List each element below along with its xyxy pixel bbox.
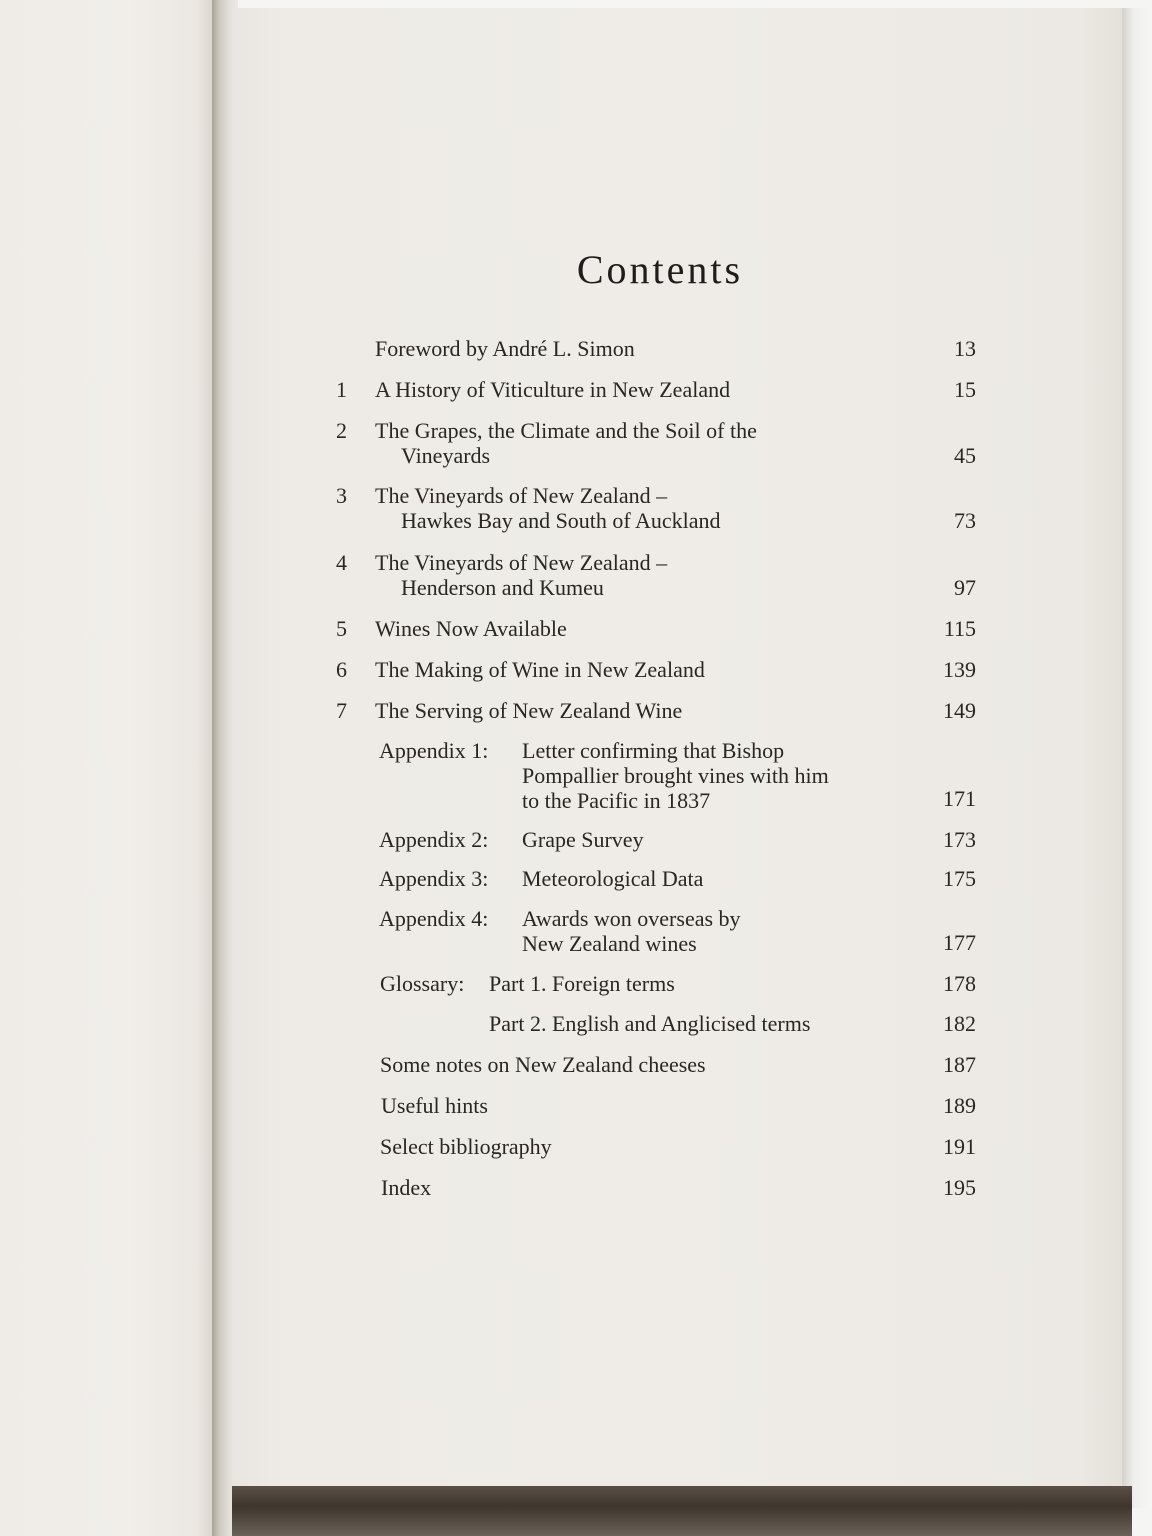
- page-number: 45: [954, 443, 976, 468]
- entry-title: Part 2. English and Anglicised terms: [489, 1011, 811, 1036]
- entry-title: The Serving of New Zealand Wine: [375, 698, 683, 723]
- entry-title: Part 1. Foreign terms: [489, 971, 675, 996]
- chapter-number: 5: [336, 616, 347, 641]
- appendix-label: Appendix 1:: [379, 738, 489, 763]
- page-number: 73: [954, 508, 976, 533]
- chapter-number: 7: [336, 698, 347, 723]
- page-number: 182: [943, 1011, 976, 1036]
- entry-title: Index: [381, 1175, 432, 1200]
- page-number: 187: [943, 1052, 976, 1077]
- appendix-label: Appendix 4:: [379, 906, 489, 931]
- page-number: 177: [943, 930, 976, 955]
- entry-title: Letter confirming that Bishop Pompallier brought vines with him to the Pacific in 1837: [522, 738, 829, 813]
- entry-title: Awards won overseas by New Zealand wines: [522, 906, 741, 956]
- chapter-number: 2: [336, 418, 347, 443]
- entry-title: Useful hints: [381, 1093, 488, 1118]
- entry-title: A History of Viticulture in New Zealand: [375, 377, 731, 402]
- page-number: 191: [943, 1134, 976, 1159]
- page-number: 97: [954, 575, 976, 600]
- entry-title: Meteorological Data: [522, 866, 704, 891]
- glossary-label: Glossary:: [380, 971, 465, 996]
- chapter-number: 4: [336, 550, 347, 575]
- page-title: Contents: [576, 247, 744, 292]
- entry-title: Foreword by André L. Simon: [375, 336, 635, 361]
- chapter-number: 6: [336, 657, 347, 682]
- entry-title: The Grapes, the Climate and the Soil of the Vineyards: [375, 418, 757, 468]
- appendix-label: Appendix 2:: [379, 827, 489, 852]
- page-number: 171: [943, 786, 976, 811]
- page-number: 149: [943, 698, 976, 723]
- chapter-number: 1: [336, 377, 347, 402]
- entry-title: Select bibliography: [380, 1134, 552, 1159]
- entry-title: The Making of Wine in New Zealand: [375, 657, 705, 682]
- page-number: 15: [954, 377, 976, 402]
- page-number: 139: [943, 657, 976, 682]
- page-number: 173: [943, 827, 976, 852]
- entry-title: Wines Now Available: [375, 616, 567, 641]
- page-number: 175: [943, 866, 976, 891]
- page-number: 195: [943, 1175, 976, 1200]
- entry-title: Some notes on New Zealand cheeses: [380, 1052, 706, 1077]
- chapter-number: 3: [336, 483, 347, 508]
- page-number: 13: [954, 336, 976, 361]
- page-number: 115: [943, 616, 976, 641]
- entry-title: The Vineyards of New Zealand – Hawkes Bay and South of Auckland: [375, 483, 721, 533]
- page-number: 178: [943, 971, 976, 996]
- page-number: 189: [943, 1093, 976, 1118]
- entry-title: The Vineyards of New Zealand – Henderson and Kumeu: [375, 550, 668, 600]
- entry-title: Grape Survey: [522, 827, 644, 852]
- appendix-label: Appendix 3:: [379, 866, 489, 891]
